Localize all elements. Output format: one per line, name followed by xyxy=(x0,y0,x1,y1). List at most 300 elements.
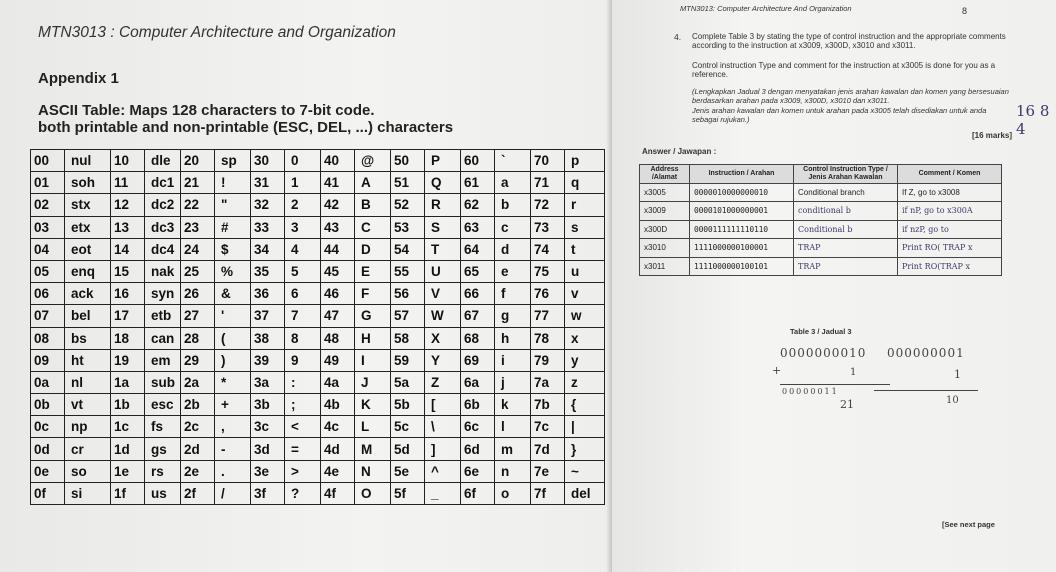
answer-comment-cell: If Z, go to x3008 xyxy=(898,183,1002,202)
ascii-char-cell: 3 xyxy=(285,216,321,238)
ascii-char-cell: dc4 xyxy=(145,238,181,260)
ascii-hex-cell: 5d xyxy=(391,438,425,460)
ascii-char-cell: F xyxy=(355,283,391,305)
ascii-char-cell: @ xyxy=(355,150,391,172)
ascii-char-cell: V xyxy=(425,283,461,305)
ascii-char-cell: nl xyxy=(65,371,111,393)
ascii-row xyxy=(31,238,605,260)
ascii-char-cell: j xyxy=(495,371,531,393)
ascii-hex-cell: 34 xyxy=(251,238,285,260)
ascii-hex-cell: 57 xyxy=(391,305,425,327)
ascii-hex-cell: 2c xyxy=(181,416,215,438)
ascii-row xyxy=(31,172,605,194)
ascii-hex-cell: 2a xyxy=(181,371,215,393)
ascii-hex-cell: 5c xyxy=(391,416,425,438)
ascii-hex-cell: 0b xyxy=(31,394,65,416)
ascii-hex-cell: 6e xyxy=(461,460,495,482)
ascii-row xyxy=(31,438,605,460)
ascii-hex-cell: 5a xyxy=(391,371,425,393)
ascii-hex-cell: 0e xyxy=(31,460,65,482)
malay-question: (Lengkapkan Jadual 3 dengan menyatakan jenis arahan kawalan dan komen yang bersesuaian berdasarkan arahan pada x3009, x300D, x3010 dan x3011. xyxy=(692,87,1009,105)
ascii-hex-cell: 11 xyxy=(111,172,145,194)
ascii-hex-cell: 30 xyxy=(251,150,285,172)
right-page xyxy=(612,0,1056,572)
ascii-hex-cell: 05 xyxy=(31,260,65,282)
ascii-char-cell: % xyxy=(215,260,251,282)
ascii-char-cell: 2 xyxy=(285,194,321,216)
ascii-char-cell: U xyxy=(425,260,461,282)
ascii-hex-cell: 7b xyxy=(531,394,565,416)
answer-instruction-cell: 0000010000000010 xyxy=(690,183,794,202)
ascii-hex-cell: 73 xyxy=(531,216,565,238)
ascii-char-cell: n xyxy=(495,460,531,482)
answer-type-cell: conditional b xyxy=(794,202,898,221)
ascii-char-cell: fs xyxy=(145,416,181,438)
ascii-char-cell: / xyxy=(215,482,251,504)
ascii-char-cell: ^ xyxy=(425,460,461,482)
ascii-char-cell: 9 xyxy=(285,349,321,371)
ascii-hex-cell: 12 xyxy=(111,194,145,216)
course-header: MTN3013 : Computer Architecture and Organization xyxy=(38,24,396,41)
ascii-char-cell: bel xyxy=(65,305,111,327)
ascii-char-cell: S xyxy=(425,216,461,238)
ascii-char-cell: R xyxy=(425,194,461,216)
working-result-b: 10 xyxy=(946,395,959,406)
ascii-hex-cell: 33 xyxy=(251,216,285,238)
ascii-row xyxy=(31,460,605,482)
ascii-hex-cell: 00 xyxy=(31,150,65,172)
ascii-char-cell: h xyxy=(495,327,531,349)
answer-instruction-cell: 1111000000100101 xyxy=(690,257,794,276)
ascii-hex-cell: 41 xyxy=(321,172,355,194)
ascii-char-cell: cr xyxy=(65,438,111,460)
ascii-char-cell: ; xyxy=(285,394,321,416)
ascii-hex-cell: 13 xyxy=(111,216,145,238)
ascii-hex-cell: 3a xyxy=(251,371,285,393)
ascii-hex-cell: 19 xyxy=(111,349,145,371)
ascii-hex-cell: 47 xyxy=(321,305,355,327)
ascii-hex-cell: 7f xyxy=(531,482,565,504)
ascii-hex-cell: 42 xyxy=(321,194,355,216)
table-caption: Table 3 / Jadual 3 xyxy=(790,327,852,336)
ascii-hex-cell: 0c xyxy=(31,416,65,438)
ascii-char-cell: ` xyxy=(495,150,531,172)
ascii-char-cell: ) xyxy=(215,349,251,371)
working-one-b: 1 xyxy=(954,368,961,381)
ascii-char-cell: " xyxy=(215,194,251,216)
ascii-hex-cell: 01 xyxy=(31,172,65,194)
ascii-hex-cell: 0a xyxy=(31,371,65,393)
answer-type-cell: TRAP xyxy=(794,239,898,258)
answer-row xyxy=(640,220,1002,239)
ascii-title-line2: both printable and non-printable (ESC, DEL, ...) characters xyxy=(38,119,454,136)
ascii-row xyxy=(31,216,605,238)
ascii-hex-cell: 53 xyxy=(391,216,425,238)
ascii-hex-cell: 3e xyxy=(251,460,285,482)
ascii-hex-cell: 0f xyxy=(31,482,65,504)
answer-address-cell: x3009 xyxy=(640,202,690,221)
ascii-char-cell: 8 xyxy=(285,327,321,349)
ascii-hex-cell: 5b xyxy=(391,394,425,416)
ascii-char-cell: etx xyxy=(65,216,111,238)
ascii-hex-cell: 48 xyxy=(321,327,355,349)
ascii-char-cell: so xyxy=(65,460,111,482)
exam-header: MTN3013: Computer Architecture And Organization xyxy=(680,4,852,13)
answer-table xyxy=(639,164,1002,276)
ascii-char-cell: < xyxy=(285,416,321,438)
ascii-hex-cell: 70 xyxy=(531,150,565,172)
ascii-hex-cell: 75 xyxy=(531,260,565,282)
ascii-char-cell: nak xyxy=(145,260,181,282)
ascii-char-cell: soh xyxy=(65,172,111,194)
answer-table-header-row xyxy=(640,165,1002,184)
ascii-char-cell: W xyxy=(425,305,461,327)
ascii-char-cell: E xyxy=(355,260,391,282)
ascii-hex-cell: 14 xyxy=(111,238,145,260)
ascii-char-cell: s xyxy=(565,216,605,238)
working-under: 00000011 xyxy=(782,387,839,396)
ascii-char-cell: L xyxy=(355,416,391,438)
ascii-hex-cell: 66 xyxy=(461,283,495,305)
ascii-char-cell: - xyxy=(215,438,251,460)
ascii-hex-cell: 67 xyxy=(461,305,495,327)
ascii-table-title xyxy=(38,102,453,136)
ascii-char-cell: ? xyxy=(285,482,321,504)
working-line-b: 000000001 xyxy=(887,346,965,360)
ascii-char-cell: + xyxy=(215,394,251,416)
ascii-hex-cell: 69 xyxy=(461,349,495,371)
ascii-char-cell: m xyxy=(495,438,531,460)
ascii-hex-cell: 06 xyxy=(31,283,65,305)
ascii-char-cell: ~ xyxy=(565,460,605,482)
answer-instruction-cell: 0000111111110110 xyxy=(690,220,794,239)
marks-label: [16 marks] xyxy=(972,131,1013,140)
ascii-char-cell: 1 xyxy=(285,172,321,194)
ascii-title-line1: ASCII Table: Maps 128 characters to 7-bit code. xyxy=(38,102,375,119)
working-result-a: 21 xyxy=(840,398,854,411)
ascii-char-cell: r xyxy=(565,194,605,216)
ascii-char-cell: 0 xyxy=(285,150,321,172)
ascii-char-cell: c xyxy=(495,216,531,238)
ascii-hex-cell: 4a xyxy=(321,371,355,393)
ascii-char-cell: . xyxy=(215,460,251,482)
ascii-hex-cell: 65 xyxy=(461,260,495,282)
ascii-hex-cell: 3b xyxy=(251,394,285,416)
ascii-char-cell: 4 xyxy=(285,238,321,260)
ascii-char-cell: sp xyxy=(215,150,251,172)
ascii-char-cell: e xyxy=(495,260,531,282)
ascii-char-cell: ack xyxy=(65,283,111,305)
ascii-hex-cell: 04 xyxy=(31,238,65,260)
ascii-char-cell: eot xyxy=(65,238,111,260)
answer-instruction-cell: 1111000000100001 xyxy=(690,239,794,258)
header-address: Address /Alamat xyxy=(640,165,690,184)
ascii-char-cell: ( xyxy=(215,327,251,349)
ascii-row xyxy=(31,260,605,282)
ascii-char-cell: b xyxy=(495,194,531,216)
working-rule-a xyxy=(780,384,890,385)
ascii-hex-cell: 18 xyxy=(111,327,145,349)
ascii-char-cell: dc1 xyxy=(145,172,181,194)
ascii-char-cell: D xyxy=(355,238,391,260)
working-one-a: 1 xyxy=(850,367,857,378)
ascii-row xyxy=(31,371,605,393)
ascii-char-cell: del xyxy=(565,482,605,504)
ascii-hex-cell: 6f xyxy=(461,482,495,504)
ascii-hex-cell: 2d xyxy=(181,438,215,460)
question-text: Complete Table 3 by stating the type of control instruction and the appropriate comments according to the instruction at x3009, x300D, x3010 and x3011. xyxy=(692,32,1006,50)
ascii-row xyxy=(31,327,605,349)
ascii-char-cell: sub xyxy=(145,371,181,393)
ascii-char-cell: J xyxy=(355,371,391,393)
ascii-char-cell: [ xyxy=(425,394,461,416)
answer-comment-cell: if nzP, go to xyxy=(898,220,1002,239)
ascii-char-cell: a xyxy=(495,172,531,194)
ascii-hex-cell: 28 xyxy=(181,327,215,349)
ascii-char-cell: Y xyxy=(425,349,461,371)
ascii-hex-cell: 1b xyxy=(111,394,145,416)
answer-type-cell: TRAP xyxy=(794,257,898,276)
ascii-hex-cell: 1d xyxy=(111,438,145,460)
answer-row xyxy=(640,257,1002,276)
ascii-hex-cell: 51 xyxy=(391,172,425,194)
answer-row xyxy=(640,183,1002,202)
ascii-hex-cell: 6a xyxy=(461,371,495,393)
ascii-hex-cell: 1c xyxy=(111,416,145,438)
ascii-char-cell: ] xyxy=(425,438,461,460)
ascii-hex-cell: 52 xyxy=(391,194,425,216)
ascii-char-cell: p xyxy=(565,150,605,172)
ascii-char-cell: G xyxy=(355,305,391,327)
ascii-char-cell: $ xyxy=(215,238,251,260)
ascii-char-cell: d xyxy=(495,238,531,260)
ascii-hex-cell: 27 xyxy=(181,305,215,327)
ascii-hex-cell: 7e xyxy=(531,460,565,482)
ascii-hex-cell: 59 xyxy=(391,349,425,371)
ascii-hex-cell: 72 xyxy=(531,194,565,216)
ascii-char-cell: o xyxy=(495,482,531,504)
ascii-char-cell: ht xyxy=(65,349,111,371)
ascii-char-cell: x xyxy=(565,327,605,349)
ascii-hex-cell: 5e xyxy=(391,460,425,482)
ascii-hex-cell: 61 xyxy=(461,172,495,194)
ascii-hex-cell: 40 xyxy=(321,150,355,172)
ascii-char-cell: g xyxy=(495,305,531,327)
ascii-hex-cell: 32 xyxy=(251,194,285,216)
answer-row xyxy=(640,239,1002,258)
ascii-char-cell: * xyxy=(215,371,251,393)
ascii-hex-cell: 0d xyxy=(31,438,65,460)
header-control-type: Control Instruction Type / Jenis Arahan Kawalan xyxy=(794,165,898,184)
ascii-hex-cell: 24 xyxy=(181,238,215,260)
ascii-char-cell: > xyxy=(285,460,321,482)
ascii-hex-cell: 54 xyxy=(391,238,425,260)
ascii-char-cell: v xyxy=(565,283,605,305)
ascii-hex-cell: 6b xyxy=(461,394,495,416)
ascii-char-cell: dc3 xyxy=(145,216,181,238)
ascii-hex-cell: 5f xyxy=(391,482,425,504)
ascii-hex-cell: 09 xyxy=(31,349,65,371)
ascii-hex-cell: 7d xyxy=(531,438,565,460)
answer-instruction-cell: 0000101000000001 xyxy=(690,202,794,221)
ascii-hex-cell: 2b xyxy=(181,394,215,416)
ascii-char-cell: vt xyxy=(65,394,111,416)
ascii-char-cell: M xyxy=(355,438,391,460)
ascii-hex-cell: 3f xyxy=(251,482,285,504)
ascii-char-cell: H xyxy=(355,327,391,349)
ascii-hex-cell: 20 xyxy=(181,150,215,172)
ascii-char-cell: dle xyxy=(145,150,181,172)
ascii-char-cell: A xyxy=(355,172,391,194)
ascii-hex-cell: 37 xyxy=(251,305,285,327)
ascii-char-cell: 5 xyxy=(285,260,321,282)
ascii-char-cell: K xyxy=(355,394,391,416)
ascii-hex-cell: 7c xyxy=(531,416,565,438)
ascii-row xyxy=(31,482,605,504)
ascii-char-cell: Z xyxy=(425,371,461,393)
ascii-hex-cell: 21 xyxy=(181,172,215,194)
ascii-char-cell: ' xyxy=(215,305,251,327)
ascii-char-cell: em xyxy=(145,349,181,371)
reference-note: Control instruction Type and comment for the instruction at x3005 is done for you as a reference. xyxy=(692,61,996,79)
ascii-hex-cell: 4d xyxy=(321,438,355,460)
ascii-row xyxy=(31,416,605,438)
ascii-char-cell: # xyxy=(215,216,251,238)
ascii-hex-cell: 76 xyxy=(531,283,565,305)
ascii-hex-cell: 3c xyxy=(251,416,285,438)
ascii-hex-cell: 55 xyxy=(391,260,425,282)
ascii-hex-cell: 15 xyxy=(111,260,145,282)
ascii-char-cell: | xyxy=(565,416,605,438)
answer-comment-cell: Print RO(TRAP x xyxy=(898,257,1002,276)
ascii-char-cell: u xyxy=(565,260,605,282)
ascii-char-cell: stx xyxy=(65,194,111,216)
ascii-hex-cell: 07 xyxy=(31,305,65,327)
ascii-hex-cell: 1a xyxy=(111,371,145,393)
answer-address-cell: x3005 xyxy=(640,183,690,202)
ascii-char-cell: } xyxy=(565,438,605,460)
question-number: 4. xyxy=(674,32,682,42)
ascii-char-cell: w xyxy=(565,305,605,327)
appendix-heading: Appendix 1 xyxy=(38,70,119,87)
ascii-char-cell: Q xyxy=(425,172,461,194)
ascii-char-cell: T xyxy=(425,238,461,260)
page-number: 8 xyxy=(962,6,968,16)
ascii-hex-cell: 43 xyxy=(321,216,355,238)
ascii-hex-cell: 31 xyxy=(251,172,285,194)
ascii-char-cell: = xyxy=(285,438,321,460)
ascii-hex-cell: 16 xyxy=(111,283,145,305)
ascii-hex-cell: 71 xyxy=(531,172,565,194)
ascii-hex-cell: 4f xyxy=(321,482,355,504)
margin-handwriting: 16 8 4 xyxy=(1016,102,1050,138)
ascii-hex-cell: 1f xyxy=(111,482,145,504)
ascii-hex-cell: 49 xyxy=(321,349,355,371)
ascii-char-cell: esc xyxy=(145,394,181,416)
ascii-hex-cell: 2f xyxy=(181,482,215,504)
ascii-char-cell: z xyxy=(565,371,605,393)
answer-address-cell: x300D xyxy=(640,220,690,239)
ascii-char-cell: _ xyxy=(425,482,461,504)
ascii-hex-cell: 3d xyxy=(251,438,285,460)
ascii-char-cell: etb xyxy=(145,305,181,327)
ascii-row xyxy=(31,194,605,216)
ascii-char-cell: dc2 xyxy=(145,194,181,216)
ascii-char-cell: i xyxy=(495,349,531,371)
ascii-hex-cell: 6d xyxy=(461,438,495,460)
ascii-hex-cell: 4c xyxy=(321,416,355,438)
answer-type-cell: Conditional branch xyxy=(794,183,898,202)
ascii-char-cell: bs xyxy=(65,327,111,349)
ascii-char-cell: 7 xyxy=(285,305,321,327)
ascii-hex-cell: 7a xyxy=(531,371,565,393)
working-rule-b xyxy=(874,390,978,391)
ascii-hex-cell: 23 xyxy=(181,216,215,238)
ascii-char-cell: X xyxy=(425,327,461,349)
ascii-hex-cell: 25 xyxy=(181,260,215,282)
answer-comment-cell: Print RO( TRAP x xyxy=(898,239,1002,258)
ascii-char-cell: k xyxy=(495,394,531,416)
ascii-row xyxy=(31,394,605,416)
ascii-hex-cell: 02 xyxy=(31,194,65,216)
ascii-char-cell: f xyxy=(495,283,531,305)
ascii-char-cell: rs xyxy=(145,460,181,482)
ascii-char-cell: I xyxy=(355,349,391,371)
working-plus: + xyxy=(772,364,782,377)
ascii-row xyxy=(31,150,605,172)
ascii-hex-cell: 03 xyxy=(31,216,65,238)
ascii-hex-cell: 29 xyxy=(181,349,215,371)
see-next-page: [See next page xyxy=(942,520,995,529)
ascii-hex-cell: 64 xyxy=(461,238,495,260)
ascii-hex-cell: 56 xyxy=(391,283,425,305)
header-instruction: Instruction / Arahan xyxy=(690,165,794,184)
ascii-hex-cell: 39 xyxy=(251,349,285,371)
ascii-char-cell: N xyxy=(355,460,391,482)
ascii-hex-cell: 2e xyxy=(181,460,215,482)
ascii-char-cell: \ xyxy=(425,416,461,438)
answer-address-cell: x3010 xyxy=(640,239,690,258)
ascii-hex-cell: 63 xyxy=(461,216,495,238)
ascii-hex-cell: 6c xyxy=(461,416,495,438)
ascii-hex-cell: 17 xyxy=(111,305,145,327)
ascii-char-cell: y xyxy=(565,349,605,371)
ascii-char-cell: { xyxy=(565,394,605,416)
ascii-hex-cell: 60 xyxy=(461,150,495,172)
ascii-hex-cell: 22 xyxy=(181,194,215,216)
ascii-row xyxy=(31,349,605,371)
ascii-char-cell: si xyxy=(65,482,111,504)
ascii-char-cell: can xyxy=(145,327,181,349)
ascii-char-cell: B xyxy=(355,194,391,216)
answer-label: Answer / Jawapan : xyxy=(642,147,717,156)
ascii-char-cell: ! xyxy=(215,172,251,194)
header-comment: Comment / Komen xyxy=(898,165,1002,184)
ascii-char-cell: C xyxy=(355,216,391,238)
ascii-hex-cell: 50 xyxy=(391,150,425,172)
answer-address-cell: x3011 xyxy=(640,257,690,276)
ascii-hex-cell: 45 xyxy=(321,260,355,282)
ascii-char-cell: , xyxy=(215,416,251,438)
answer-row xyxy=(640,202,1002,221)
ascii-hex-cell: 58 xyxy=(391,327,425,349)
ascii-char-cell: q xyxy=(565,172,605,194)
working-line-a: 0000000010 xyxy=(780,346,867,360)
ascii-hex-cell: 77 xyxy=(531,305,565,327)
ascii-char-cell: nul xyxy=(65,150,111,172)
ascii-hex-cell: 10 xyxy=(111,150,145,172)
ascii-hex-cell: 4b xyxy=(321,394,355,416)
